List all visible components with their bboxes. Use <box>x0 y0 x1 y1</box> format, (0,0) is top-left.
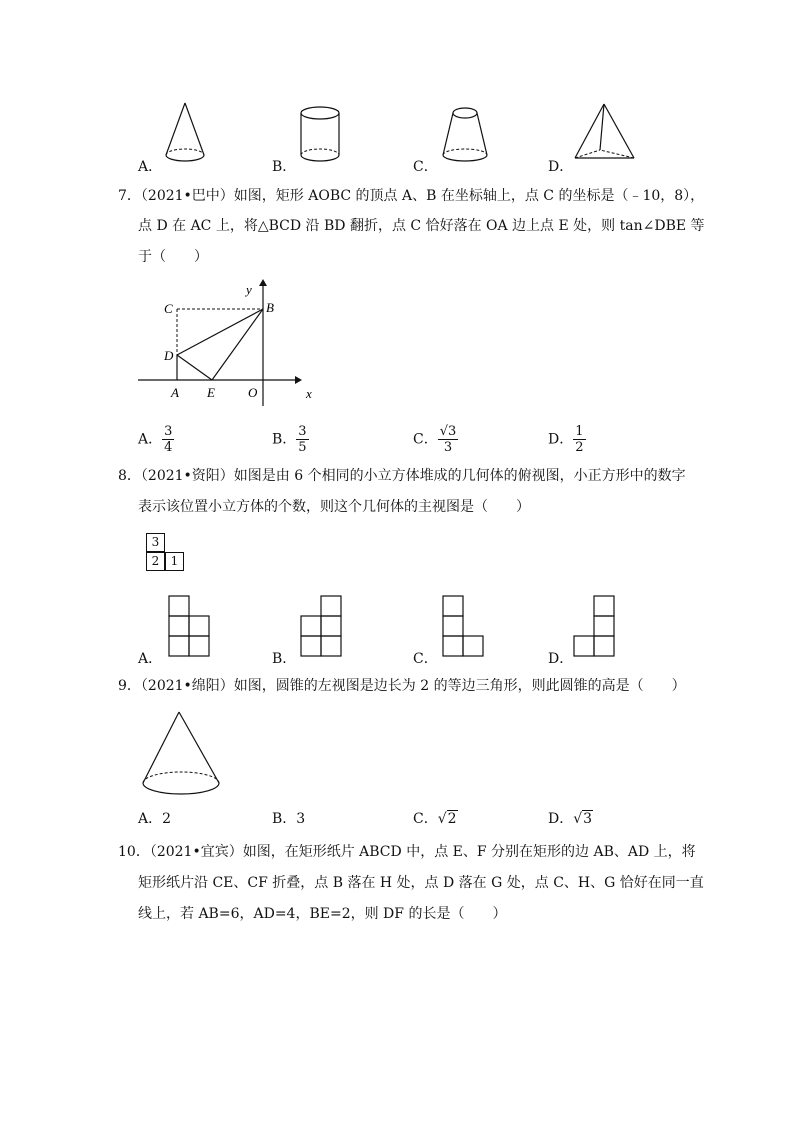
q8-front-view-a <box>168 595 218 660</box>
q6-option-c[interactable]: C． <box>413 159 438 175</box>
q7-label-y: y <box>246 282 252 297</box>
q8-front-view-b <box>300 595 350 660</box>
q6-option-d[interactable]: D． <box>548 159 574 175</box>
cone-figure-a <box>160 100 220 170</box>
q8-option-d[interactable]: D． <box>548 651 574 667</box>
q9-option-c[interactable]: C．√2 <box>413 811 457 827</box>
q7-text-line3: 于（ ） <box>138 249 208 265</box>
frustum-figure-c <box>438 100 498 170</box>
q7-label-c: C <box>164 301 173 316</box>
q7-label-b: B <box>266 300 274 315</box>
q6-option-a[interactable]: A． <box>138 159 163 175</box>
top-view-number: 1 <box>170 554 179 568</box>
q8-text-line1: 8．（2021•资阳）如图是由 6 个相同的小立方体堆成的几何体的俯视图，小正方形中的数字 <box>118 468 686 484</box>
q7-coordinate-figure <box>130 280 320 410</box>
q10-text-line3: 线上，若 AB=6，AD=4，BE=2，则 DF 的长是（ ） <box>138 906 507 922</box>
q7-label-o: O <box>248 385 258 400</box>
q10-text-line2: 矩形纸片沿 CE、CF 折叠，点 B 落在 H 处，点 D 落在 G 处，点 C、H、G 恰好在同一直 <box>138 875 704 891</box>
q8-text-line2: 表示该位置小立方体的个数，则这个几何体的主视图是（ ） <box>138 499 530 515</box>
top-view-number: 3 <box>151 535 160 549</box>
q7-label-x: x <box>306 386 312 401</box>
q8-option-c[interactable]: C． <box>413 651 438 667</box>
q10-text-line1: 10．（2021•宜宾）如图，在矩形纸片 ABCD 中，点 E、F 分别在矩形的边 AB、AD 上，将 <box>118 844 696 860</box>
pyramid-figure-d <box>572 100 642 170</box>
q9-option-a[interactable]: A．2 <box>138 811 172 827</box>
q7-option-b[interactable]: B． $\frac{3}{5}$ <box>272 424 307 455</box>
q7-label-d: D <box>164 348 174 363</box>
cylinder-figure-b <box>298 100 358 170</box>
q8-option-b[interactable]: B． <box>272 651 297 667</box>
q9-option-b[interactable]: B．3 <box>272 811 306 827</box>
q8-front-view-d <box>573 595 623 660</box>
top-view-number: 2 <box>151 554 160 568</box>
q6-option-b[interactable]: B． <box>272 159 297 175</box>
q7-option-a[interactable]: A． $\frac{3}{4}$ <box>138 424 173 455</box>
q8-option-a[interactable]: A． <box>138 651 163 667</box>
q9-text-line1: 9．（2021•绵阳）如图，圆锥的左视图是边长为 2 的等边三角形，则此圆锥的高是（ ） <box>118 678 686 694</box>
q7-label-a: A <box>171 385 179 400</box>
q7-label-e: E <box>207 385 215 400</box>
q7-text-line1: 7．（2021•巴中）如图，矩形 AOBC 的顶点 A、B 在坐标轴上，点 C 的坐标是（﹣10，8）， <box>118 188 705 204</box>
q7-option-c[interactable]: C． $\frac{√3}{3}$ <box>413 424 457 455</box>
q9-option-d[interactable]: D．√3 <box>548 811 593 827</box>
q8-front-view-c <box>442 595 492 660</box>
q9-cone-figure <box>140 710 260 800</box>
q7-text-line2: 点 D 在 AC 上，将△BCD 沿 BD 翻折，点 C 恰好落在 OA 边上点 E 处，则 tan∠DBE 等 <box>138 218 705 234</box>
q7-option-d[interactable]: D． $\frac{1}{2}$ <box>548 424 584 455</box>
